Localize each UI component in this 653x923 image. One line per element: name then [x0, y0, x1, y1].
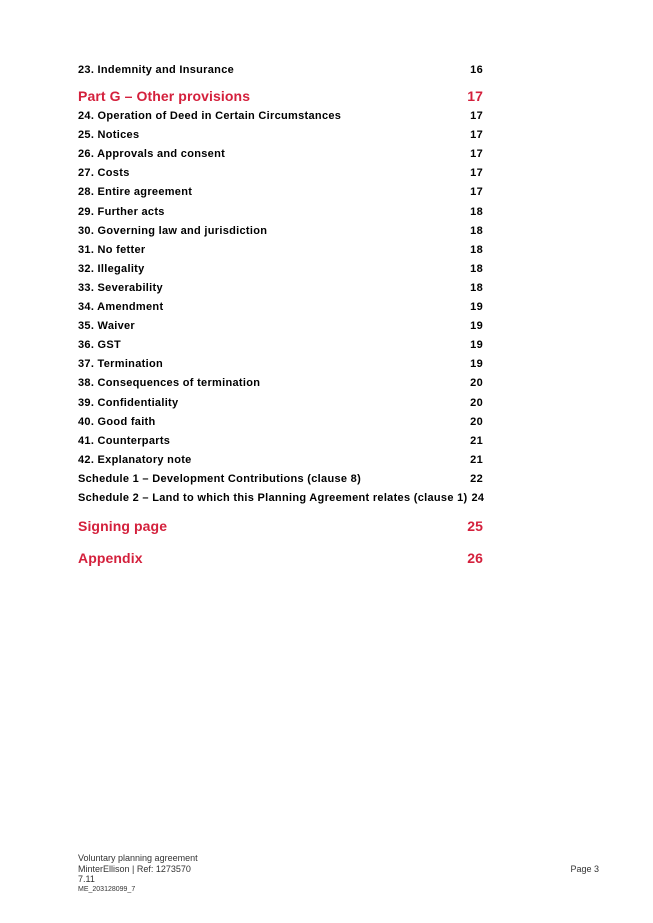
toc-entry-page: 22: [470, 472, 483, 485]
toc-entry-page: 18: [470, 262, 483, 275]
toc-entry-label: 40. Good faith: [78, 415, 156, 428]
toc-entry[interactable]: [78, 394, 483, 413]
toc-entry-page: 19: [470, 339, 483, 352]
toc-entry[interactable]: [78, 413, 483, 432]
toc-entry[interactable]: [78, 298, 483, 317]
toc-entry-label: 25. Notices: [78, 129, 140, 142]
footer-reference: MinterEllison | Ref: 1273570: [78, 863, 191, 874]
toc-entry-label: 33. Severability: [78, 281, 163, 294]
toc-entry-label: Schedule 2 – Land to which this Planning Agreement relates (clause 1): [78, 491, 468, 504]
toc-entry-label: 34. Amendment: [78, 301, 164, 314]
toc-entry-page: 21: [470, 453, 483, 466]
toc-entry[interactable]: [78, 451, 483, 470]
toc-entry[interactable]: [78, 107, 483, 126]
toc-entry[interactable]: [78, 317, 483, 336]
toc-entry-label: 42. Explanatory note: [78, 453, 192, 466]
toc-entry-label: 32. Illegality: [78, 262, 145, 275]
toc-part-page: 17: [467, 88, 483, 105]
toc-entry[interactable]: [78, 203, 483, 222]
toc-entry-page: 20: [470, 415, 483, 428]
toc-part-label: Appendix: [78, 550, 143, 567]
toc-part-page: 26: [467, 550, 483, 567]
toc-entry-page: 17: [470, 110, 483, 123]
table-of-contents: [78, 61, 483, 572]
toc-entry[interactable]: [78, 126, 483, 145]
toc-entry-page: 18: [470, 205, 483, 218]
toc-entry[interactable]: [78, 279, 483, 298]
toc-entry[interactable]: [78, 432, 483, 451]
toc-entry-page: 16: [470, 64, 483, 76]
toc-entry-page: 18: [470, 224, 483, 237]
toc-part-label: Part G – Other provisions: [78, 88, 251, 105]
toc-entry-label: 26. Approvals and consent: [78, 148, 226, 161]
toc-entry-page: 19: [470, 358, 483, 371]
toc-entry-page: 17: [470, 129, 483, 142]
toc-entry-page: 18: [470, 243, 483, 256]
toc-entry[interactable]: [78, 241, 483, 260]
toc-entry-label: 36. GST: [78, 339, 122, 352]
toc-entry-label: 23. Indemnity and Insurance: [78, 64, 235, 76]
toc-entry-page: 19: [470, 320, 483, 333]
footer-document-id: ME_203128099_7: [78, 885, 136, 893]
toc-entry-label: 41. Counterparts: [78, 434, 171, 447]
toc-part-g-heading[interactable]: [78, 85, 483, 107]
toc-entry-label: Schedule 1 – Development Contributions (clause 8): [78, 472, 362, 485]
toc-entry-label: 24. Operation of Deed in Certain Circumstances: [78, 110, 342, 123]
toc-entry-page: 17: [470, 148, 483, 161]
toc-entry[interactable]: [78, 183, 483, 202]
toc-entry-label: 37. Termination: [78, 358, 163, 371]
toc-appendix-heading[interactable]: [78, 544, 483, 572]
toc-entry-page: 17: [470, 186, 483, 199]
toc-entry-page: 20: [470, 377, 483, 390]
toc-entry[interactable]: [78, 374, 483, 393]
toc-entry-23[interactable]: [78, 61, 483, 80]
footer-document-title: Voluntary planning agreement: [78, 853, 198, 863]
toc-entry-label: 31. No fetter: [78, 243, 146, 256]
toc-entry[interactable]: [78, 470, 483, 489]
toc-entry-label: 27. Costs: [78, 167, 130, 180]
toc-entry-label: 38. Consequences of termination: [78, 377, 261, 390]
toc-entry-page: 24: [471, 491, 485, 504]
toc-entry[interactable]: [78, 164, 483, 183]
toc-entry-label: 28. Entire agreement: [78, 186, 193, 199]
toc-part-page: 25: [467, 518, 483, 535]
toc-entry-page: 20: [470, 396, 483, 409]
toc-entry-page: 17: [470, 167, 483, 180]
toc-entry-page: 21: [470, 434, 483, 447]
footer-version: 7.11: [78, 874, 95, 884]
toc-entry[interactable]: [78, 489, 483, 508]
toc-entry-label: 39. Confidentiality: [78, 396, 179, 409]
toc-entry[interactable]: [78, 355, 483, 374]
toc-entry[interactable]: [78, 336, 483, 355]
toc-entry-page: 18: [470, 281, 483, 294]
toc-entry-label: 30. Governing law and jurisdiction: [78, 224, 268, 237]
toc-entry-page: 19: [470, 301, 483, 314]
toc-entry[interactable]: [78, 145, 483, 164]
toc-entry-label: 29. Further acts: [78, 205, 165, 218]
page-footer: [78, 853, 599, 894]
toc-entry[interactable]: [78, 222, 483, 241]
page-number: Page 3: [570, 864, 599, 874]
toc-signing-page-heading[interactable]: [78, 512, 483, 540]
toc-entry-label: 35. Waiver: [78, 320, 136, 333]
toc-part-label: Signing page: [78, 518, 168, 535]
toc-entry[interactable]: [78, 260, 483, 279]
toc-entry-list: [78, 107, 483, 508]
